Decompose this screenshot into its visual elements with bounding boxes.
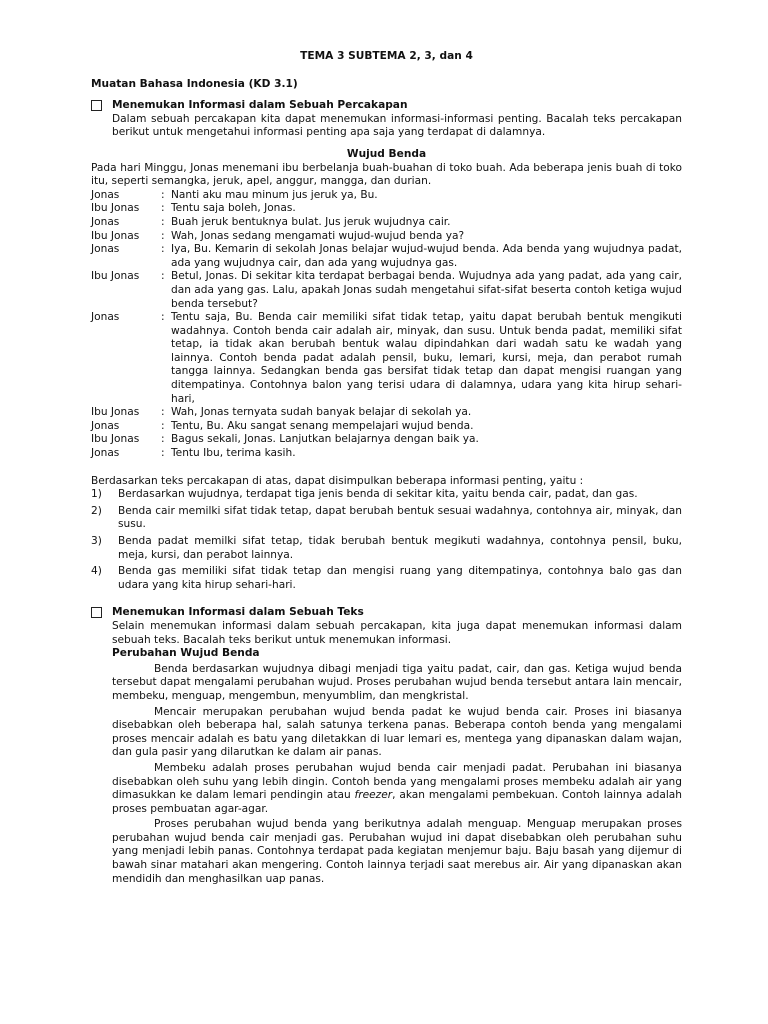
conclusion-item — [91, 505, 682, 532]
conclusion-text: Berdasarkan wujudnya, terdapat tiga jenis benda di sekitar kita, yaitu benda cair, padat, dan gas. — [118, 488, 638, 501]
dialog-speaker: Ibu Jonas — [91, 406, 140, 419]
dialog-line — [91, 433, 682, 447]
dialog-speaker: Jonas — [91, 311, 120, 324]
dialog-colon: : — [161, 406, 165, 419]
document-title: TEMA 3 SUBTEMA 2, 3, dan 4 — [300, 50, 473, 62]
section1-heading — [91, 99, 682, 113]
checkbox-bullet-icon — [91, 607, 102, 618]
section1-intro: Dalam sebuah percakapan kita dapat menemukan informasi-informasi penting. Bacalah teks percakapan berikut untuk mengetahui informasi penting apa saja yang terdapat di dalamnya. — [112, 112, 682, 139]
conclusion-intro: Berdasarkan teks percakapan di atas, dapat disimpulkan beberapa informasi penting, yaitu : — [91, 474, 584, 487]
dialog-line — [91, 406, 682, 420]
story-title: Wujud Benda — [346, 147, 427, 160]
dialog-text: Nanti aku mau minum jus jeruk ya, Bu. — [171, 188, 378, 201]
conclusion-section — [91, 475, 682, 593]
dialog-block — [91, 189, 682, 461]
dialog-colon: : — [161, 202, 165, 215]
conclusion-item — [91, 565, 682, 592]
dialog-speaker: Jonas — [91, 188, 120, 201]
conclusion-text: Benda gas memiliki sifat tidak tetap dan mengisi ruang yang ditempatinya, contohnya balo gas dan udara yang kita hirup sehari-hari. — [118, 565, 682, 591]
section3-heading — [91, 606, 682, 620]
dialog-colon: : — [161, 447, 165, 460]
dialog-colon: : — [161, 311, 165, 324]
dialog-line — [91, 243, 682, 270]
dialog-text: Bagus sekali, Jonas. Lanjutkan belajarnya dengan baik ya. — [171, 433, 479, 446]
paragraph-3-italic: freezer — [354, 789, 393, 802]
dialog-speaker: Jonas — [91, 243, 120, 256]
section3-intro: Selain menemukan informasi dalam sebuah percakapan, kita juga dapat menemukan informasi dalam sebuah teks. Bacalah teks berikut untuk menemukan informasi. — [112, 619, 682, 646]
dialog-text: Tentu saja boleh, Jonas. — [171, 202, 296, 215]
dialog-line — [91, 189, 682, 203]
dialog-speaker: Jonas — [91, 215, 120, 228]
dialog-text: Tentu, Bu. Aku sangat senang mempelajari wujud benda. — [171, 419, 474, 432]
dialog-speaker: Ibu Jonas — [91, 229, 140, 242]
conclusion-text: Benda cair memilki sifat tidak tetap, dapat berubah bentuk sesuai wadahnya, contohnya air, minyak, dan susu. — [118, 504, 682, 531]
dialog-line — [91, 202, 682, 216]
section3 — [91, 606, 682, 886]
paragraph-3-part-b: , akan mengalami pembekuan. Contoh lainnya adalah proses pembuatan agar-agar. — [112, 789, 682, 815]
story-intro: Pada hari Minggu, Jonas menemani ibu berbelanja buah-buahan di toko buah. Ada beberapa jenis buah di toko itu, seperti semangka, jeruk, apel, anggur, mangga, dan durian. — [91, 161, 682, 188]
dialog-speaker: Ibu Jonas — [91, 433, 140, 446]
subject-heading: Muatan Bahasa Indonesia (KD 3.1) — [91, 77, 298, 90]
dialog-speaker: Ibu Jonas — [91, 202, 140, 215]
dialog-line — [91, 270, 682, 311]
dialog-line — [91, 447, 682, 461]
dialog-speaker: Jonas — [91, 419, 120, 432]
conclusion-item — [91, 535, 682, 562]
section3-subheading: Perubahan Wujud Benda — [112, 647, 260, 660]
dialog-text: Wah, Jonas sedang mengamati wujud-wujud benda ya? — [171, 229, 465, 242]
conclusion-number: 2) — [91, 504, 102, 517]
dialog-colon: : — [161, 419, 165, 432]
conclusion-list — [91, 488, 682, 592]
dialog-colon: : — [161, 270, 165, 283]
dialog-line — [91, 420, 682, 434]
section1-heading-text: Menemukan Informasi dalam Sebuah Percakapan — [112, 99, 408, 112]
paragraph-3-part-a: Membeku adalah proses perubahan wujud benda cair menjadi padat. Perubahan ini biasanya disebabkan oleh suhu yang lebih dingin. Contoh benda yang mengalami proses membeku adalah air yang dimasukkan ke dalam lemari pendingin atau — [112, 761, 682, 802]
conclusion-text: Benda padat memilki sifat tetap, tidak berubah bentuk megikuti wadahnya, contohnya pensil, buku, meja, kursi, dan perabot lainnya. — [118, 535, 682, 561]
conclusion-number: 3) — [91, 535, 102, 547]
dialog-text: Tentu Ibu, terima kasih. — [171, 447, 296, 460]
dialog-speaker: Jonas — [91, 447, 120, 460]
dialog-text: Wah, Jonas ternyata sudah banyak belajar di sekolah ya. — [171, 406, 472, 419]
dialog-colon: : — [161, 188, 165, 201]
dialog-colon: : — [161, 243, 165, 256]
dialog-line — [91, 216, 682, 230]
conclusion-number: 4) — [91, 565, 102, 578]
dialog-colon: : — [161, 433, 165, 446]
dialog-colon: : — [161, 215, 165, 228]
checkbox-bullet-icon — [91, 100, 102, 111]
conclusion-number: 1) — [91, 488, 102, 501]
paragraph-2: Mencair merupakan perubahan wujud benda padat ke wujud benda cair. Proses ini biasanya disebabkan oleh beberapa hal, salah satunya terkena panas. Beberapa contoh benda yang mengalami proses mencair adalah es batu yang diletakkan di luar lemari es, mentega yang dipanaskan dalam wajan, dan gula pasir yang dilarutkan ke dalam air panas. — [112, 705, 682, 759]
paragraph-1: Benda berdasarkan wujudnya dibagi menjadi tiga yaitu padat, cair, dan gas. Ketiga wujud benda tersebut dapat mengalami perubahan wujud. Proses perubahan wujud benda tersebut antara lain mencair, membeku, menguap, mengembun, menyumblim, dan mengkristal. — [112, 662, 682, 702]
paragraph-4: Proses perubahan wujud benda yang berikutnya adalah menguap. Menguap merupakan proses perubahan wujud benda cair menjadi gas. Perubahan wujud ini dapat disebabkan oleh perubahan suhu yang menjadi lebih panas. Contohnya terdapat pada kegiatan menjemur baju. Baju basah yang dijemur di bawah sinar matahari akan mengering. Contoh lainnya terjadi saat merebus air. Air yang dipanaskan akan mendidih dan menghasilkan uap panas. — [112, 818, 682, 885]
dialog-line — [91, 311, 682, 406]
dialog-text: Betul, Jonas. Di sekitar kita terdapat berbagai benda. Wujudnya ada yang padat, ada yang cair, dan ada yang gas. Lalu, apakah Jonas sudah mengetahui sifat-sifat beserta contoh ketiga wujud benda tersebut? — [171, 270, 682, 310]
dialog-colon: : — [161, 229, 165, 242]
dialog-text: Tentu saja, Bu. Benda cair memiliki sifat tidak tetap, yaitu dapat berubah bentuk mengikuti wadahnya. Contoh benda cair adalah air, minyak, dan susu. Untuk benda padat, memiliki sifat tetap, ia tidak akan berubah bentuk walau dipindahkan dari wadah satu ke wadah yang lainnya. Contoh benda padat adalah pensil, buku, lemari, kursi, meja, dan perabot rumah tangga lainnya. Sedangkan benda gas bersifat tidak tetap dan dapat mengisi ruangan yang ditempatinya. Contohnya balon yang terisi udara di dalamnya, udara yang kita hirup sehari-hari, — [171, 311, 682, 405]
dialog-text: Buah jeruk bentuknya bulat. Jus jeruk wujudnya cair. — [171, 215, 451, 228]
dialog-line — [91, 230, 682, 244]
dialog-speaker: Ibu Jonas — [91, 270, 140, 283]
dialog-text: Iya, Bu. Kemarin di sekolah Jonas belajar wujud-wujud benda. Ada benda yang wujudnya padat, ada yang wujudnya cair, dan ada yang wujudnya gas. — [171, 243, 682, 269]
paragraph-3 — [112, 762, 682, 816]
conclusion-item — [91, 488, 682, 502]
section3-heading-text: Menemukan Informasi dalam Sebuah Teks — [112, 606, 364, 619]
